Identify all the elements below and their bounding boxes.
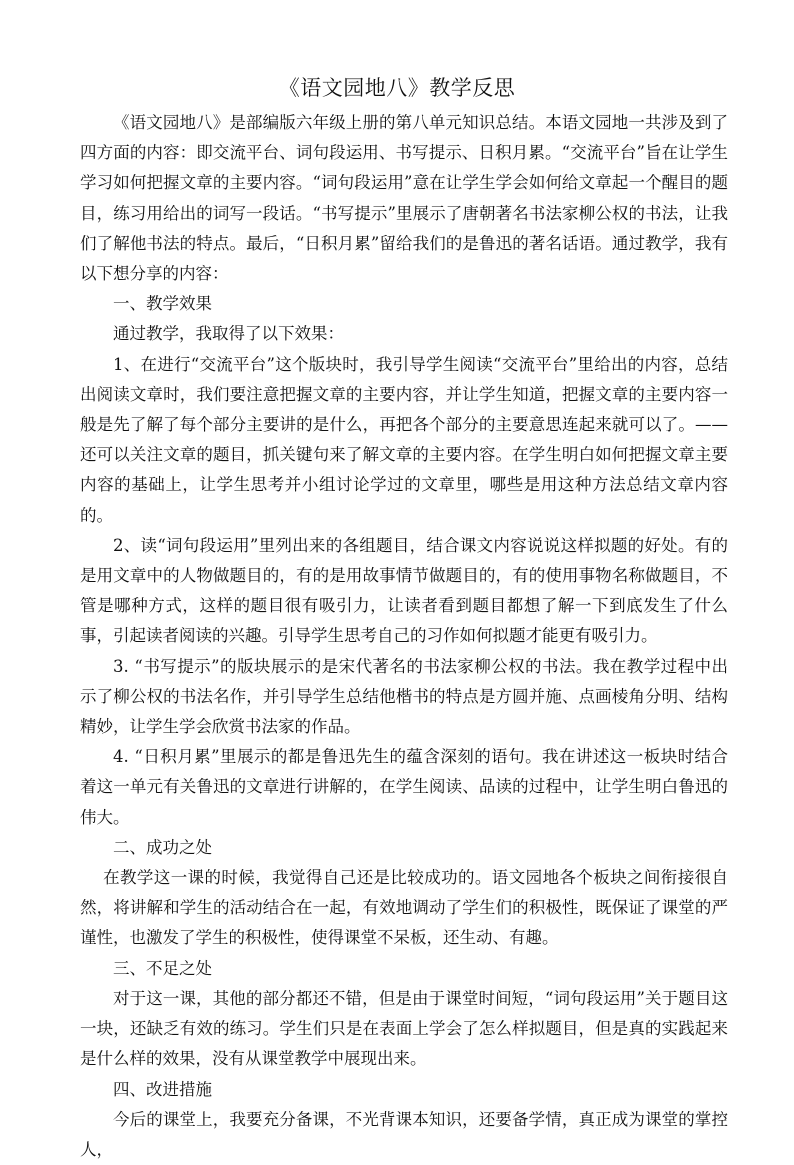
section-heading-improvements: 四、改进措施 [113,1079,212,1099]
effect-item-4: 4. “日积月累”里展示的都是鲁迅先生的蕴含深刻的语句。我在讲述这一板块时结合着这一单元有关鲁迅的文章进行讲解的，在学生阅读、品读的过程中，让学生明白鲁迅的伟大。 [80,747,728,827]
section-heading-teaching-effect: 一、教学效果 [113,294,212,314]
document-title: 《语文园地八》教学反思 [278,76,516,100]
section-heading-shortcomings: 三、不足之处 [113,958,212,978]
intro-paragraph: 《语文园地八》是部编版六年级上册的第八单元知识总结。本语文园地一共涉及到了四方面的内容：即交流平台、词句段运用、书写提示、日积月累。“交流平台”旨在让学生学习如何把握文章的主要内容。“词句段运用”意在让学生学会如何给文章起一个醒目的题目，练习用给出的词写一段话。“书写提示”里展示了唐朝著名书法家柳公权的书法，让我们了解他书法的特点。最后，“日积月累”留给我们的是鲁迅的著名话语。通过教学，我有以下想分享的内容： [80,113,728,284]
success-paragraph: 在教学这一课的时候，我觉得自己还是比较成功的。语文园地各个板块之间衔接很自然，将讲解和学生的活动结合在一起，有效地调动了学生们的积极性，既保证了课堂的严谨性，也激发了学生的积极性，使得课堂不呆板，还生动、有趣。 [80,868,728,948]
effect-item-1: 1、在进行“交流平台”这个版块时，我引导学生阅读“交流平台”里给出的内容，总结出阅读文章时，我们要注意把握文章的主要内容，并让学生知道，把握文章的主要内容一般是先了解了每个部分主要讲的是什么，再把各个部分的主要意思连起来就可以了。——还可以关注文章的题目，抓关键句来了解文章的主要内容。在学生明白如何把握文章主要内容的基础上，让学生思考并小组讨论学过的文章里，哪些是用这种方法总结文章内容的。 [80,354,728,525]
teaching-effect-intro: 通过教学，我取得了以下效果： [113,324,344,344]
effect-item-3: 3. “书写提示”的版块展示的是宋代著名的书法家柳公权的书法。我在教学过程中出示了柳公权的书法名作，并引导学生总结他楷书的特点是方圆并施、点画棱角分明、结构精妙，让学生学会欣赏书法家的作品。 [80,656,728,737]
effect-item-2: 2、读“词句段运用”里列出来的各组题目，结合课文内容说说这样拟题的好处。有的是用文章中的人物做题目的，有的是用故事情节做题目的，有的使用事物名称做题目，不管是哪种方式，这样的题目很有吸引力，让读者看到题目都想了解一下到底发生了什么事，引起读者阅读的兴趣。引导学生思考自己的习作如何拟题才能更有吸引力。 [80,535,728,646]
shortcomings-paragraph: 对于这一课，其他的部分都还不错，但是由于课堂时间短，“词句段运用”关于题目这一块，还缺乏有效的练习。学生们只是在表面上学会了怎么样拟题目，但是真的实践起来是什么样的效果，没有从课堂教学中展现出来。 [80,988,728,1069]
document-body [80,108,728,1165]
section-heading-success: 二、成功之处 [113,837,212,857]
improvements-paragraph: 今后的课堂上，我要充分备课，不光背课本知识，还要备学情，真正成为课堂的掌控人， [80,1109,728,1159]
